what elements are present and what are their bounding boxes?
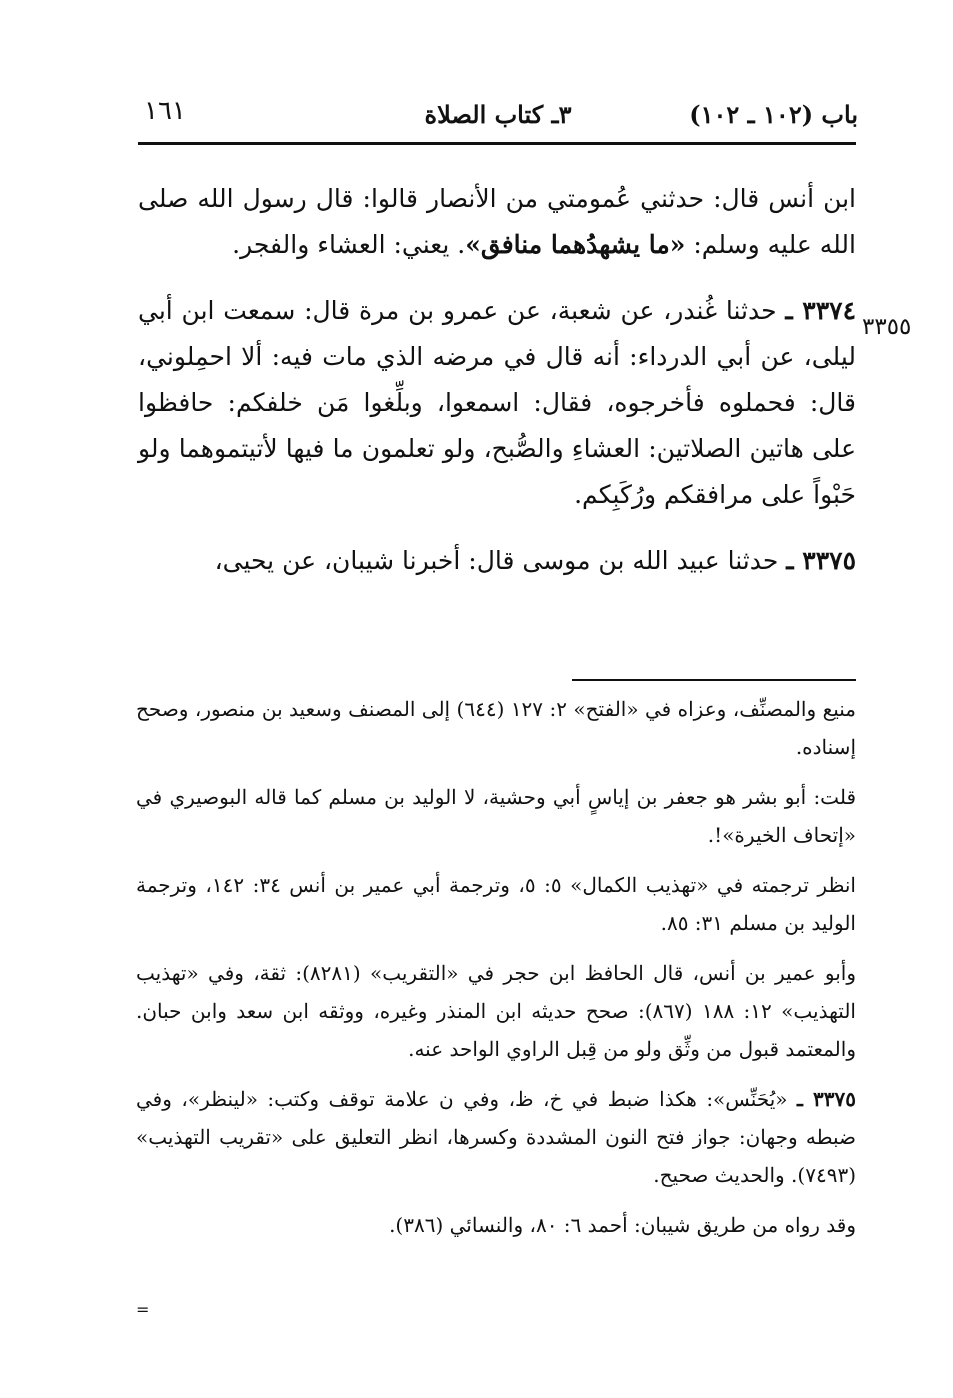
hadith-quote: «ما يشهدُهما منافق» <box>465 230 686 259</box>
text-segment: . يعني: العشاء والفجر. <box>232 230 466 259</box>
main-text <box>138 176 856 604</box>
page-number: ١٦١ <box>144 96 186 126</box>
footnote-paragraph: منيع والمصنِّف، وعزاه في «الفتح» ٢: ١٢٧ (٦٤٤) إلى المصنف وسعيد بن منصور، وصحح إسناده. <box>136 697 856 759</box>
footnote-paragraph <box>136 1080 856 1194</box>
continuation-mark: = <box>136 1300 150 1319</box>
header-rule <box>138 142 856 145</box>
hadith-3375 <box>138 538 856 584</box>
hadith-text: حدثنا غُندر، عن شعبة، عن عمرو بن مرة قال: سمعت ابن أبي ليلى، عن أبي الدرداء: أنه قال في مرضه الذي مات فيه: ألا احمِلوني، قال: فحملوه فأخرجوه، فقال: اسمعوا، وبلِّغوا مَن خلفكم: حافظوا على هاتين الصلاتين: العشاءِ والصُّبح، ولو تعلمون ما فيها لأتيتموهما ولو حَبْواً على مرافقكم ورُكَبِكم. <box>138 296 856 509</box>
footnote-paragraph: وقد رواه من طريق شيبان: أحمد ٦: ٨٠، والنسائي (٣٨٦). <box>389 1213 856 1237</box>
text-segment: ابن أنس قال: حدثني عُمومتي من الأنصار قالوا: قال رسول الله صلى الله عليه وسلم: <box>138 184 856 259</box>
footnote-paragraph: وأبو عمير بن أنس، قال الحافظ ابن حجر في «التقريب» (٨٢٨١): ثقة، وفي «تهذيب التهذيب» ١٢: ١٨٨ (٨٦٧): صحح حديثه ابن المنذر وغيره، ووثقه ابن سعد وابن حبان. والمعتمد قبول من وثِّق ولو من قِبل الراوي الواحد عنه. <box>136 961 857 1061</box>
footnote-rule <box>572 679 856 681</box>
paragraph-continuation <box>138 176 856 268</box>
margin-hadith-number: ٣٣٥٥ <box>862 314 912 340</box>
running-header <box>138 96 858 140</box>
chapter-heading: باب (١٠٢ ـ ١٠٢) <box>689 100 858 129</box>
hadith-number: ٣٣٧٥ ـ <box>786 546 856 575</box>
hadith-number: ٣٣٧٤ ـ <box>785 296 856 325</box>
book-title: ٣ـ كتاب الصلاة <box>424 100 572 129</box>
hadith-3374 <box>138 288 856 518</box>
footnote-number: ٣٣٧٥ ـ <box>797 1087 856 1111</box>
footnote-paragraph: انظر ترجمته في «تهذيب الكمال» ٥: ٥، وترجمة أبي عمير بن أنس ٣٤: ١٤٢، وترجمة الوليد بن مسلم ٣١: ٨٥. <box>136 873 856 935</box>
footnote-text: «يُحَنِّس»: هكذا ضبط في خ، ظ، وفي ن علامة توقف وكتب: «لينظر»، وفي ضبطه وجهان: جواز فتح النون المشددة وكسرها، انظر التعليق على «تقريب التهذيب» (٧٤٩٣). والحديث صحيح. <box>136 1087 856 1187</box>
hadith-text: حدثنا عبيد الله بن موسى قال: أخبرنا شيبان، عن يحيى، <box>214 546 787 575</box>
footnotes <box>136 690 856 1256</box>
footnote-paragraph: قلت: أبو بشر هو جعفر بن إياسٍ أبي وحشية، لا الوليد بن مسلم كما قاله البوصيري في «إتحاف الخيرة»!. <box>136 785 856 847</box>
